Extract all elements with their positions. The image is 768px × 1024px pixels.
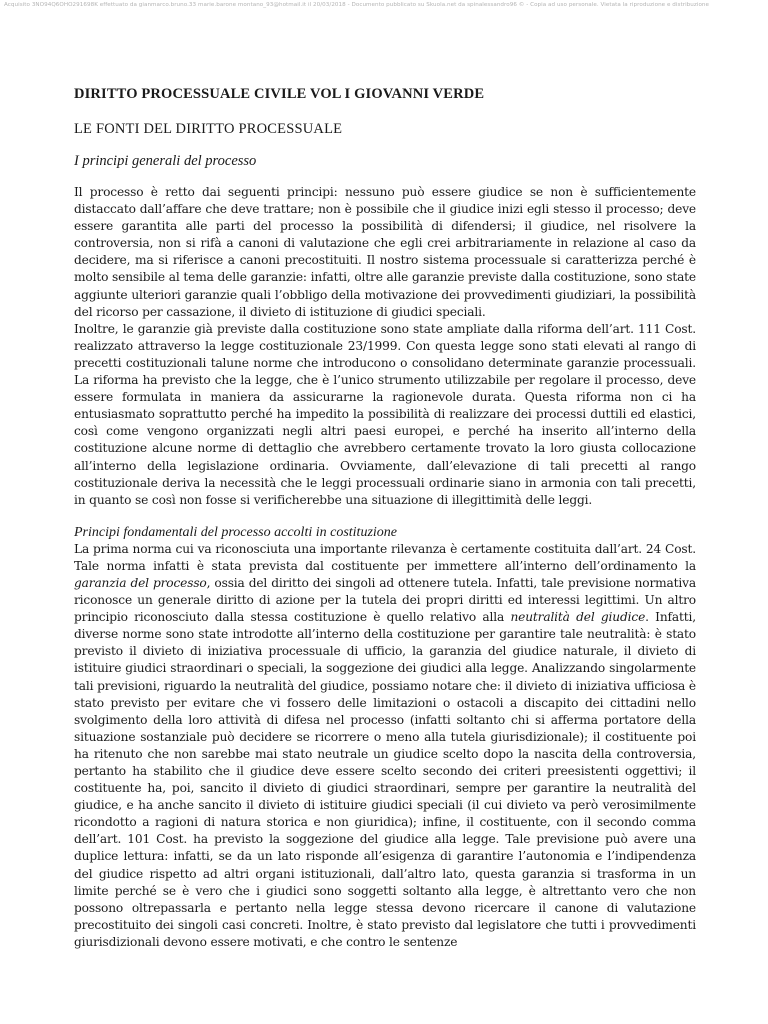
paragraph-principi-generali: Il processo è retto dai seguenti principi: nessuno può essere giudice se non è sufficientemente distaccato dall’affare che deve trattare; non è possibile che il giudice inizi egli stesso il processo; deve essere garantita alle parti del processo la possibilità di difendersi; il giudice, nel risolvere la controversia, non si rifà a canoni di valutazione che egli crei arbitrariamente in relazione al caso da decidere, ma si riferisce a canoni precostituiti. Il nostro sistema processuale si caratterizza perché è molto sensibile al tema delle garanzie: infatti, oltre alle garanzie previste dalla costituzione, sono state aggiunte ulteriori garanzie quali l’obbligo della motivazione dei provvedimenti giudiziari, la possibilità del ricorso per cassazione, il divieto di istituzione di giudici speciali. xyxy=(74,185,696,319)
paragraph-text-segment: La prima norma cui va riconosciuta una importante rilevanza è certamente costituita dall’art. 24 Cost. Tale norma infatti è stata prevista dal costituente per immettere all’interno dell’ordinamento la xyxy=(74,541,696,573)
document-page xyxy=(74,84,696,951)
emphasis-garanzia-del-processo: garanzia del processo xyxy=(74,575,207,590)
paragraph-text-segment: . Infatti, diverse norme sono state introdotte all’interno della costituzione per garantire tale neutralità: è stato previsto il divieto di iniziativa processuale di ufficio, la garanzia del giudice naturale, il divieto di istituire giudici straordinari o speciali, la soggezione dei giudici alla legge. Analizzando singolarmente tali previsioni, riguardo la neutralità del giudice, possiamo notare che: il divieto di iniziativa ufficiosa è stato previsto per evitare che vi fossero delle limitazioni o ostacoli a discapito dei cittadini nello svolgimento della loro attività di difesa nel processo (infatti soltanto chi si afferma portatore della situazione sostanziale può decidere se ricorrere o meno alla tutela giurisdizionale); il costituente poi ha ritenuto che non sarebbe mai stato neutrale un giudice scelto dopo la nascita della controversia, pertanto ha stabilito che il giudice deve essere scelto secondo dei criteri preesistenti oggettivi; il costituente ha, poi, sancito il divieto di giudici straordinari, sempre per garantire la neutralità del giudice, e ha anche sancito il divieto di istituire giudici speciali (il cui divieto va però verosimilmente ricondotto a ragioni di natura storica e non giuridica); infine, il costituente, con il secondo comma dell’art. 101 Cost. ha previsto la soggezione del giudice alla legge. Tale previsione può avere una duplice lettura: infatti, se da un lato risponde all’esigenza di garantire l’autonomia e l’indipendenza del giudice rispetto ad altri organi istituzionali, dall’altro lato, questa garanzia si trasforma in un limite perché se è vero che i giudici sono soggetti soltanto alla legge, è altrettanto vero che non possono oltrepassarla e pertanto nella legge stessa devono ricercare il canone di valutazione precostituito dei singoli casi concreti. Inoltre, è stato previsto dal legislatore che tutti i provvedimenti giurisdizionali devono essere motivati, e che contro le sentenze xyxy=(74,610,696,949)
subsection-title-principi-generali: I principi generali del processo xyxy=(74,153,257,169)
paragraph-principi-fondamentali xyxy=(74,541,696,951)
document-title: DIRITTO PROCESSUALE CIVILE VOL I GIOVANNI VERDE xyxy=(74,86,485,102)
watermark-text: Acquisito 3NO94Q6OHO291698K effettuato da gianmarco.bruno.33 marie.barone montano_93@hotmail.it il 20/03/2018 - Documento pubblicato su Skuola.net da spinalessandro96 © - Copia ad uso personale. Vietata la riproduzione e distribuzione xyxy=(4,2,710,8)
emphasis-neutralita-del-giudice: neutralità del giudice xyxy=(510,610,646,625)
paragraph-text-segment: , ossia del diritto dei singoli ad ottenere tutela. Infatti, tale previsione normativa riconosce un generale diritto di azione per la tutela dei propri diritti ed interessi legittimi. Un altro principio riconosciuto dalla stessa costituzione è quello relativo alla xyxy=(74,575,696,625)
section-title: LE FONTI DEL DIRITTO PROCESSUALE xyxy=(74,121,343,137)
subsection-title-principi-fondamentali: Principi fondamentali del processo accolti in costituzione xyxy=(74,524,397,540)
paragraph-riforma-art-111: Inoltre, le garanzie già previste dalla costituzione sono state ampliate dalla riforma dell’art. 111 Cost. realizzato attraverso la legge costituzionale 23/1999. Con questa legge sono stati elevati al rango di precetti costituzionali talune norme che introducono o consolidano determinate garanzie processuali. La riforma ha previsto che la legge, che è l’unico strumento utilizzabile per regolare il processo, deve essere formulata in maniera da assicurarne la ragionevole durata. Questa riforma non ci ha entusiasmato soprattutto perché ha impedito la possibilità di realizzare dei processi duttili ed elastici, così come vengono organizzati negli altri paesi europei, e perché ha inserito all’interno della costituzione alcune norme di dettaglio che avrebbero certamente trovato la loro giusta collocazione all’interno della legislazione ordinaria. Ovviamente, dall’elevazione di tali precetti al rango costituzionale deriva la necessità che le leggi processuali ordinarie siano in armonia con tali precetti, in quanto se così non fosse si verificherebbe una situazione di illegittimità delle leggi. xyxy=(74,321,696,507)
